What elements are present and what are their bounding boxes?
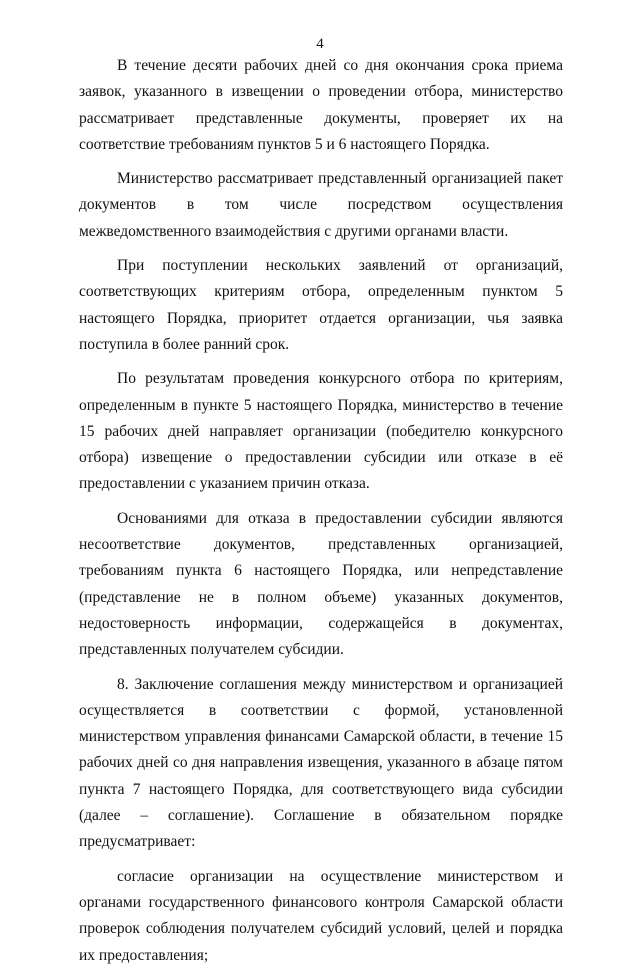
- paragraph-consent: согласие организации на осуществление министерством и органами государственного финансового контроля Самарской области проверок соблюдения получателем субсидий условий, целей и порядка их предоставления;: [79, 867, 563, 964]
- paragraph-priority: При поступлении нескольких заявлений от организаций, соответствующих критериям отбора, определенным пунктом 5 настоящего Порядка, приоритет отдается организации, чья заявка поступила в более ранний срок.: [79, 257, 563, 353]
- paragraph-review-period: В течение десяти рабочих дней со дня окончания срока приема заявок, указанного в извещении о проведении отбора, министерство рассматривает представленные документы, проверяет их на соответствие требованиям пунктов 5 и 6 настоящего Порядка.: [79, 57, 563, 153]
- paragraph-interagency: Министерство рассматривает представленный организацией пакет документов в том числе посредством осуществления межведомственного взаимодействия с другими органами власти.: [79, 170, 563, 240]
- page-number: 4: [316, 36, 324, 52]
- document-body: [79, 53, 563, 977]
- paragraph-competition-results: По результатам проведения конкурсного отбора по критериям, определенным в пункте 5 настоящего Порядка, министерство в течение 15 рабочих дней направляет организации (победителю конкурсного отбора) извещение о предоставлении субсидии или отказе в её предоставлении с указанием причин отказа.: [79, 370, 563, 493]
- paragraph-refusal-grounds: Основаниями для отказа в предоставлении субсидии являются несоответствие документов, представленных организацией, требованиям пункта 6 настоящего Порядка, или непредставление (представление не в полном объеме) указанных документов, недостоверность информации, содержащейся в документах, представленных получателем субсидии.: [79, 509, 563, 659]
- paragraph-agreement: 8. Заключение соглашения между министерством и организацией осуществляется в соответствии с формой, установленной министерством управления финансами Самарской области, в течение 15 рабочих дней со дня направления извещения, указанного в абзаце пятом пункта 7 настоящего Порядка, для соответствующего вида субсидии (далее – соглашение). Соглашение в обязательном порядке предусматривает:: [79, 675, 563, 851]
